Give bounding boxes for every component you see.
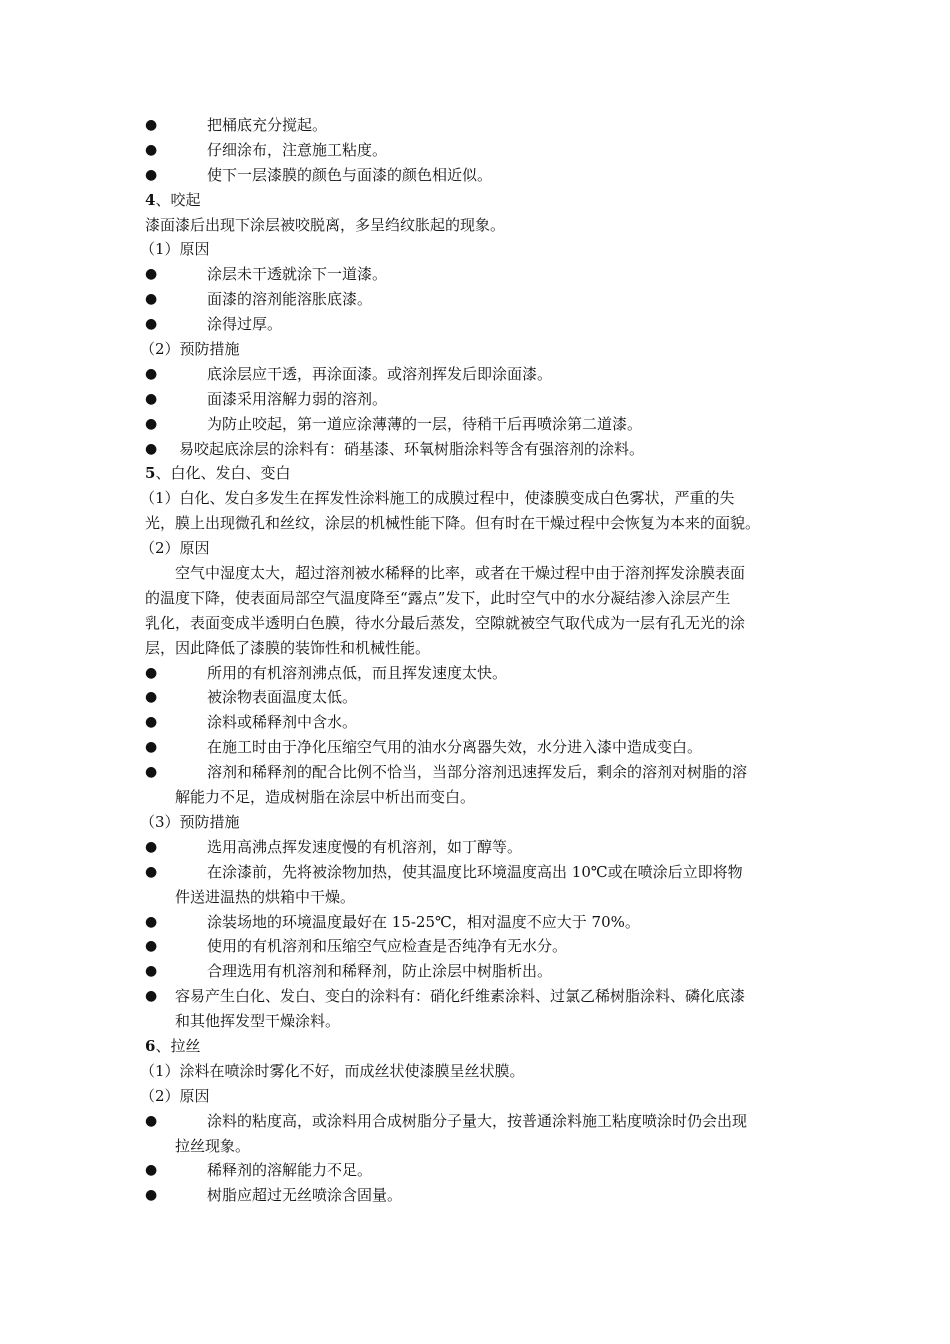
list-item: ● 涂料或稀释剂中含水。 <box>145 710 810 735</box>
list-item: ● 仔细涂布，注意施工粘度。 <box>145 138 810 163</box>
bullet-icon: ● <box>145 664 158 681</box>
subheading: （2）预防措施 <box>140 340 240 359</box>
bullet-icon: ● <box>145 1112 158 1129</box>
bullet-icon: ● <box>145 266 158 283</box>
bullet-icon: ● <box>145 291 158 308</box>
list-item: ● 涂装场地的环境温度最好在 15-25℃，相对温度不应大于 70%。 <box>145 910 810 935</box>
subheading: （2）原因 <box>140 1086 210 1105</box>
bullet-icon: ● <box>145 689 158 706</box>
paragraph: （1）白化、发白多发生在挥发性涂料施工的成膜过程中，使漆膜变成白色雾状，严重的失 <box>140 489 735 508</box>
paragraph-continuation: 光，膜上出现微孔和丝纹，涂层的机械性能下降。但有时在干燥过程中会恢复为本来的面貌。 <box>145 514 761 533</box>
bullet-icon: ● <box>145 316 158 333</box>
paragraph-continuation: 层，因此降低了漆膜的装饰性和机械性能。 <box>145 638 431 657</box>
paragraph: 漆面漆后出现下涂层被咬脱离，多呈绉纹胀起的现象。 <box>145 215 506 234</box>
bullet-icon: ● <box>145 988 158 1005</box>
list-item: ● 选用高沸点挥发速度慢的有机溶剂，如丁醇等。 <box>145 835 810 860</box>
bullet-icon: ● <box>145 440 158 457</box>
list-item: ● 把桶底充分搅起。 <box>145 113 810 138</box>
list-item: ● 容易产生白化、发白、变白的涂料有：硝化纤维素涂料、过氯乙稀树脂涂料、磷化底漆 <box>145 984 810 1009</box>
list-item: ● 被涂物表面温度太低。 <box>145 685 810 710</box>
list-item-continuation: 和其他挥发型干燥涂料。 <box>175 1012 341 1031</box>
section-heading: 5、白化、发白、变白 <box>145 464 291 483</box>
bullet-icon: ● <box>145 390 158 407</box>
list-item: ● 涂层未干透就涂下一道漆。 <box>145 262 810 287</box>
bullet-icon: ● <box>145 838 158 855</box>
list-item: ● 涂料的粘度高，或涂料用合成树脂分子量大，按普通涂料施工粘度喷涂时仍会出现 <box>145 1109 810 1134</box>
paragraph-continuation: 乳化，表面变成半透明白色膜，待水分最后蒸发，空隙就被空气取代成为一层有孔无光的涂 <box>145 613 746 632</box>
bullet-icon: ● <box>145 1187 158 1204</box>
bullet-icon: ● <box>145 166 158 183</box>
list-item: ● 使下一层漆膜的颜色与面漆的颜色相近似。 <box>145 163 810 188</box>
section-heading: 6、拉丝 <box>145 1036 201 1055</box>
list-item: ● 为防止咬起，第一道应涂薄薄的一层，待稍干后再喷涂第二道漆。 <box>145 412 810 437</box>
list-item: ● 合理选用有机溶剂和稀释剂，防止涂层中树脂析出。 <box>145 959 810 984</box>
paragraph: 空气中湿度太大，超过溶剂被水稀释的比率，或者在干燥过程中由于溶剂挥发涂膜表面 <box>175 564 746 583</box>
list-item: ● 在涂漆前，先将被涂物加热，使其温度比环境温度高出 10℃或在喷涂后立即将物 <box>145 860 810 885</box>
list-item: ● 涂得过厚。 <box>145 312 810 337</box>
bullet-icon: ● <box>145 863 158 880</box>
bullet-icon: ● <box>145 415 158 432</box>
bullet-icon: ● <box>145 739 158 756</box>
list-item-continuation: 解能力不足，造成树脂在涂层中析出而变白。 <box>175 788 476 807</box>
list-item: ● 底涂层应干透，再涂面漆。或溶剂挥发后即涂面漆。 <box>145 362 810 387</box>
list-item: ● 树脂应超过无丝喷涂含固量。 <box>145 1183 810 1208</box>
list-item: ● 在施工时由于净化压缩空气用的油水分离器失效，水分进入漆中造成变白。 <box>145 735 810 760</box>
bullet-icon: ● <box>145 714 158 731</box>
list-item: ● 易咬起底涂层的涂料有：硝基漆、环氧树脂涂料等含有强溶剂的涂料。 <box>145 437 810 462</box>
bullet-icon: ● <box>145 365 158 382</box>
list-item: ● 稀释剂的溶解能力不足。 <box>145 1158 810 1183</box>
list-item: ● 溶剂和稀释剂的配合比例不恰当，当部分溶剂迅速挥发后，剩余的溶剂对树脂的溶 <box>145 760 810 785</box>
bullet-icon: ● <box>145 963 158 980</box>
list-item: ● 面漆的溶剂能溶胀底漆。 <box>145 287 810 312</box>
subheading: （2）原因 <box>140 539 210 558</box>
bullet-icon: ● <box>145 913 158 930</box>
list-item-continuation: 件送进温热的烘箱中干燥。 <box>175 887 356 906</box>
paragraph-continuation: 的温度下降，使表面局部空气温度降至“露点”发下，此时空气中的水分凝结渗入涂层产生 <box>145 588 731 607</box>
subheading: （1）原因 <box>140 240 210 259</box>
bullet-icon: ● <box>145 117 158 133</box>
list-item: ● 使用的有机溶剂和压缩空气应检查是否纯净有无水分。 <box>145 934 810 959</box>
subheading: （3）预防措施 <box>140 812 240 831</box>
list-item-continuation: 拉丝现象。 <box>175 1136 251 1155</box>
section-heading: 4、咬起 <box>145 190 201 209</box>
document-page <box>140 113 810 1208</box>
list-item: ● 面漆采用溶解力弱的溶剂。 <box>145 387 810 412</box>
list-item: ● 所用的有机溶剂沸点低，而且挥发速度太快。 <box>145 661 810 686</box>
bullet-icon: ● <box>145 141 158 158</box>
bullet-icon: ● <box>145 764 158 781</box>
paragraph: （1）涂料在喷涂时雾化不好，而成丝状使漆膜呈丝状膜。 <box>140 1061 525 1080</box>
bullet-icon: ● <box>145 938 158 955</box>
bullet-icon: ● <box>145 1162 158 1179</box>
